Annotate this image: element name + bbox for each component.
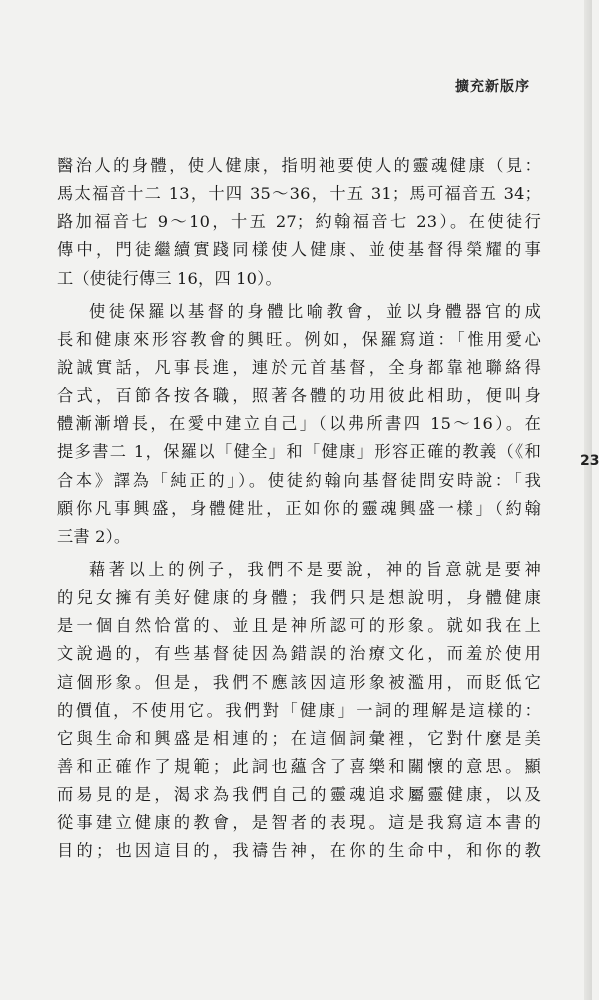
text-line: 的兒女擁有美好健康的身體；我們只是想說明，身體健康 (57, 588, 541, 608)
text-line: 工（使徒行傳三 16，四 10）。 (57, 268, 282, 288)
paragraph (57, 556, 541, 866)
paragraph (57, 152, 541, 293)
text-line: 善和正確作了規範；此詞也蘊含了喜樂和關懷的意思。顯 (57, 756, 541, 776)
paragraph (57, 298, 541, 551)
page-number: 23 (580, 453, 599, 469)
page-edge (584, 0, 592, 1000)
text-line: 藉著以上的例子，我們不是要說，神的旨意就是要神 (89, 559, 541, 579)
text-line: 體漸漸增長，在愛中建立自己」（以弗所書四 15～16）。在 (57, 414, 541, 434)
text-line: 這個形象。但是，我們不應該因這形象被濫用，而貶低它 (57, 672, 541, 692)
text-line: 說誠實話，凡事長進，連於元首基督，全身都靠祂聯絡得 (57, 357, 541, 377)
text-line: 醫治人的身體，使人健康，指明祂要使人的靈魂健康（見： (57, 156, 541, 175)
text-line: 而易見的是，渴求為我們自己的靈魂追求屬靈健康，以及 (57, 785, 541, 805)
text-line: 從事建立健康的教會，是智者的表現。這是我寫這本書的 (57, 813, 541, 833)
running-head: 擴充新版序 (455, 79, 530, 95)
text-line: 馬太福音十二 13，十四 35～36，十五 31；馬可福音五 34； (57, 184, 541, 204)
text-line: 願你凡事興盛，身體健壯，正如你的靈魂興盛一樣」（約翰 (57, 498, 541, 518)
text-line: 長和健康來形容教會的興旺。例如，保羅寫道：「惟用愛心 (57, 329, 541, 349)
text-line: 合本》譯為「純正的」）。使徒約翰向基督徒問安時說：「我 (57, 470, 541, 490)
text-line: 傳中，門徒繼續實踐同樣使人健康、並使基督得榮耀的事 (57, 240, 541, 260)
text-line: 是一個自然恰當的、並且是神所認可的形象。就如我在上 (57, 616, 541, 636)
text-line: 文說過的，有些基督徒因為錯誤的治療文化，而羞於使用 (57, 644, 541, 664)
text-line: 使徒保羅以基督的身體比喻教會，並以身體器官的成 (89, 301, 541, 321)
text-line: 它與生命和興盛是相連的；在這個詞彙裡，它對什麼是美 (57, 728, 541, 748)
text-line: 合式，百節各按各職，照著各體的功用彼此相助，便叫身 (57, 386, 541, 406)
text-line: 路加福音七 9～10，十五 27；約翰福音七 23）。在使徒行 (57, 212, 541, 232)
text-line: 提多書二 1，保羅以「健全」和「健康」形容正確的教義（《和 (57, 442, 541, 462)
body-text (57, 152, 541, 866)
text-line: 的價值，不使用它。我們對「健康」一詞的理解是這樣的： (57, 700, 541, 720)
text-line: 三書 2）。 (57, 526, 131, 546)
text-line: 目的；也因這目的，我禱告神，在你的生命中，和你的教 (57, 841, 541, 861)
